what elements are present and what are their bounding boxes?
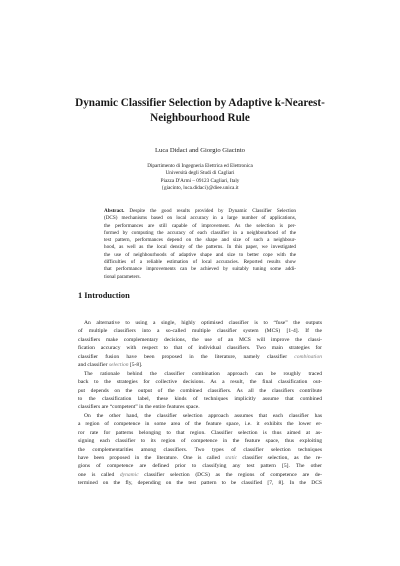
affiliation bbox=[60, 163, 340, 193]
body-text: [5-8]. bbox=[128, 362, 143, 369]
abstract-line: formed by computing the accuracy of each classifier in a neighbourhood of the bbox=[104, 229, 296, 236]
body-line bbox=[78, 420, 322, 428]
body-line bbox=[78, 429, 322, 437]
body-text: termined on the fly, depending on the test pattern to be classified [7, 8]. In the DCS bbox=[78, 480, 322, 487]
affiliation-line: {giacinto, luca.didaci}@diee.unica.it bbox=[161, 185, 239, 192]
abstract-line: the use of neighbourhoods of adaptive shape and size to better cope with the bbox=[104, 251, 296, 258]
body-text: gions of competence are defined prior to classifying any test pattern [5]. The other bbox=[78, 463, 322, 470]
body-line bbox=[78, 344, 322, 352]
body-text: signing each classifier to its region of competence in the feature space, thus exploiting bbox=[78, 438, 322, 445]
emphasized-term: dynamic bbox=[119, 471, 139, 478]
emphasized-term: static bbox=[225, 455, 238, 461]
body-text: the complementarities among classifiers. Two types of classifier selection techniques bbox=[78, 446, 322, 453]
body-text: classifier selection (DCS) as the regions of competence are de- bbox=[138, 471, 322, 478]
body-line bbox=[78, 387, 322, 395]
body-text: back to the strategies for collective decisions. As a result, the final classification out- bbox=[78, 379, 322, 386]
body-text: On the other hand, the classifier selection approach assumes that each classifier has bbox=[84, 412, 322, 419]
body-line bbox=[78, 454, 322, 462]
section-body bbox=[78, 319, 322, 488]
body-line bbox=[78, 319, 322, 327]
abstract-label: Abstract. bbox=[104, 208, 125, 214]
body-text: put depends on the output of the combined classifiers. As all the classifiers contribute bbox=[78, 387, 322, 394]
abstract-line: the performances are still capable of improvement. As the selection is per- bbox=[104, 222, 296, 229]
body-line bbox=[78, 479, 322, 487]
author-list: Luca Didaci and Giorgio Giacinto bbox=[155, 147, 245, 154]
title-line: Neighbourhood Rule bbox=[150, 112, 250, 124]
body-line bbox=[78, 353, 322, 361]
abstract-line: tional parameters. bbox=[104, 273, 141, 280]
body-text: An alternative to using a single, highly optimised classifier is to “fuse” the outputs bbox=[84, 320, 322, 326]
abstract-line: hood, as well as the local density of the patterns. In this paper, we investigated bbox=[104, 244, 296, 251]
abstract-line: (DCS) mechanisms based on local accuracy in a large number of applications, bbox=[104, 215, 296, 222]
affiliation-line: Università degli Studi di Cagliari bbox=[165, 170, 235, 177]
body-text: fication accuracy with respect to that of individual classifiers. Two main strategies for bbox=[78, 345, 322, 352]
body-text: and classifier bbox=[78, 362, 109, 369]
body-line bbox=[78, 361, 322, 369]
emphasized-term: selection bbox=[108, 362, 129, 369]
abstract bbox=[104, 208, 296, 281]
body-text: classifier fusion have been proposed in the literature, namely classifier bbox=[78, 353, 295, 360]
abstract-line: test pattern, performances depend on the shape and size of such a neighbour- bbox=[104, 237, 296, 244]
body-text: ror rate for patterns belonging to that region. Classifier selection is thus aimed at as- bbox=[78, 429, 322, 436]
abstract-line bbox=[104, 208, 296, 215]
abstract-line: difficulties of a reliable estimation of local accuracies. Reported results show bbox=[104, 259, 296, 266]
body-text: classifier selection, as the re- bbox=[237, 455, 322, 461]
body-text: a region of competence in some area of the feature space, i.e. it exhibits the lower er- bbox=[78, 421, 322, 428]
body-line bbox=[78, 395, 322, 403]
body-line bbox=[78, 327, 322, 335]
body-line bbox=[78, 412, 322, 420]
abstract-text: Despite the good results provided by Dynamic Classifier Selection bbox=[124, 208, 296, 214]
emphasized-term: combination bbox=[294, 353, 322, 360]
body-line bbox=[78, 378, 322, 386]
body-text: of multiple classifiers into a so-called multiple classifier system (MCS) [1-4]. If the bbox=[78, 328, 322, 335]
section-heading: 1 Introduction bbox=[78, 291, 130, 300]
body-text: to the classification label, these kinds of techniques implicitly assume that combined bbox=[78, 395, 322, 402]
body-text: The rationale behind the classifier combination approach can be roughly traced bbox=[84, 370, 322, 377]
affiliation-line: Dipartimento di Ingegneria Elettrica ed Elettronica bbox=[147, 163, 253, 169]
body-line bbox=[78, 446, 322, 454]
body-text: have been proposed in the literature. One is called bbox=[78, 455, 226, 461]
body-text: one is called bbox=[78, 471, 120, 478]
body-line bbox=[78, 403, 322, 411]
affiliation-line: Piazza D'Armi – 09123 Cagliari, Italy bbox=[160, 177, 240, 184]
abstract-line: that performance improvements can be achieved by suitably tuning some addi- bbox=[104, 266, 296, 273]
title-line: Dynamic Classifier Selection by Adaptive k-Nearest- bbox=[75, 97, 325, 109]
body-text: classifiers are “competent” in the entire features space. bbox=[78, 404, 200, 411]
body-text: classifiers make complementary decisions, the use of an MCS will improve the classi- bbox=[78, 336, 322, 343]
paper-title bbox=[60, 96, 340, 126]
body-line bbox=[78, 370, 322, 378]
body-line bbox=[78, 437, 322, 445]
body-line bbox=[78, 336, 322, 344]
body-line bbox=[78, 471, 322, 479]
body-line bbox=[78, 462, 322, 470]
